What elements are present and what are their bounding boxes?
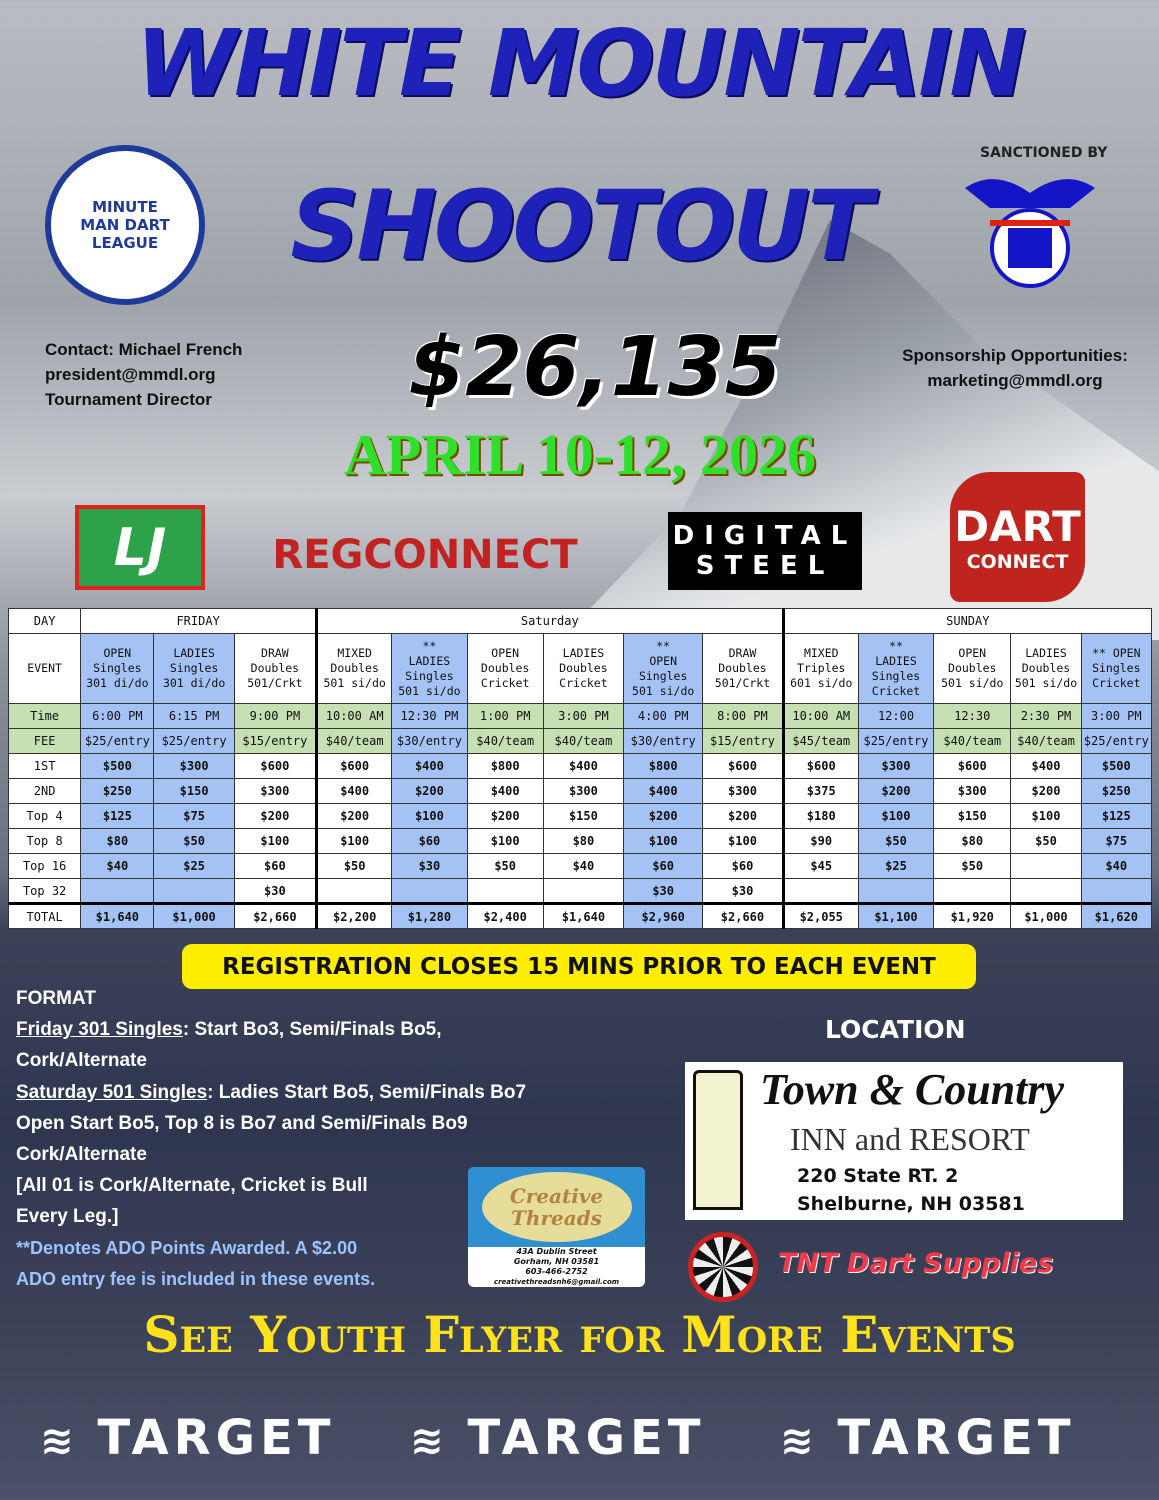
event-name-line: 501/Crkt	[247, 676, 303, 690]
prize-amount: $400	[392, 754, 467, 779]
target-logo-3: ≋ TARGET	[780, 1410, 1076, 1466]
event-name-line: DRAW	[728, 646, 757, 660]
ado-note-2: ADO entry fee is included in these events.	[16, 1268, 376, 1289]
prize-amount: $50	[154, 829, 234, 854]
prize-amount: $400	[317, 779, 392, 804]
prize-amount: $400	[1011, 754, 1081, 779]
event-time: 12:30 PM	[392, 704, 467, 729]
event-time: 4:00 PM	[624, 704, 703, 729]
prize-amount: $100	[467, 829, 543, 854]
event-name	[703, 634, 783, 704]
prize-amount: $200	[317, 804, 392, 829]
venue-address-1: 220 State RT. 2	[797, 1165, 959, 1187]
row-label-prize: 2ND	[9, 779, 81, 804]
prize-amount	[1081, 879, 1151, 904]
event-name-line: LADIES	[1025, 646, 1067, 660]
event-time: 2:30 PM	[1011, 704, 1081, 729]
event-name-line: 501 si/do	[1014, 676, 1078, 690]
event-fee: $25/entry	[154, 729, 234, 754]
event-time: 6:15 PM	[154, 704, 234, 729]
venue-address-2: Shelburne, NH 03581	[797, 1193, 1025, 1215]
prize-row	[9, 804, 1152, 829]
prize-amount: $40	[543, 854, 623, 879]
event-dates: APRIL 10-12, 2026	[343, 422, 817, 487]
event-name	[783, 634, 858, 704]
row-label-day: DAY	[9, 609, 81, 634]
target-swoosh-icon: ≋	[780, 1418, 838, 1464]
total-row	[9, 904, 1152, 929]
event-name-line: MIXED	[337, 646, 372, 660]
row-label-prize: Top 32	[9, 879, 81, 904]
prize-amount	[1011, 879, 1081, 904]
prize-amount: $300	[858, 754, 933, 779]
prize-amount: $100	[1011, 804, 1081, 829]
prize-amount: $600	[783, 754, 858, 779]
event-total: $2,400	[467, 904, 543, 929]
format-note-1: [All 01 is Cork/Alternate, Cricket is Bull	[16, 1175, 368, 1197]
prize-amount	[543, 879, 623, 904]
prize-amount: $80	[543, 829, 623, 854]
event-name	[624, 634, 703, 704]
saturday-format-text-2: Open Start Bo5, Top 8 is Bo7 and Semi/Finals Bo9	[16, 1112, 468, 1134]
prize-amount: $60	[392, 829, 467, 854]
prize-amount: $300	[543, 779, 623, 804]
registration-notice: REGISTRATION CLOSES 15 MINS PRIOR TO EACH EVENT	[182, 944, 976, 989]
event-name	[1081, 634, 1151, 704]
prize-amount	[467, 879, 543, 904]
event-name-line: Doubles	[1021, 661, 1071, 675]
event-name-line: Singles	[1092, 661, 1141, 675]
prize-amount: $800	[467, 754, 543, 779]
event-fee: $15/entry	[234, 729, 316, 754]
event-name	[858, 634, 933, 704]
event-name	[317, 634, 392, 704]
event-name-line: Doubles	[559, 661, 608, 675]
event-total: $1,920	[934, 904, 1011, 929]
event-name	[81, 634, 154, 704]
prize-amount: $30	[624, 879, 703, 904]
event-name-line: 501/Crkt	[714, 676, 771, 690]
prize-amount: $100	[703, 829, 783, 854]
prize-amount: $150	[934, 804, 1011, 829]
sponsorship-email[interactable]: marketing@mmdl.org	[927, 371, 1103, 390]
prize-amount	[392, 879, 467, 904]
creative-threads-email: creativethreadsnh6@gmail.com	[493, 1278, 620, 1286]
row-label-prize: 1ST	[9, 754, 81, 779]
event-total: $2,200	[317, 904, 392, 929]
event-name-line: Cricket	[559, 676, 608, 690]
row-label-prize: Top 4	[9, 804, 81, 829]
prize-amount: $100	[624, 829, 703, 854]
format-note-2: Every Leg.]	[16, 1206, 119, 1228]
contact-email[interactable]: president@mmdl.org	[45, 365, 216, 384]
event-name	[543, 634, 623, 704]
prize-row	[9, 754, 1152, 779]
prize-amount: $400	[543, 754, 623, 779]
event-fee: $25/entry	[81, 729, 154, 754]
prize-amount: $30	[703, 879, 783, 904]
prize-amount: $500	[1081, 754, 1151, 779]
prize-amount: $200	[392, 779, 467, 804]
row-label-fee: FEE	[9, 729, 81, 754]
digital-steel-logo: DIGITAL STEEL	[668, 512, 862, 590]
event-fee: $40/team	[317, 729, 392, 754]
prize-amount: $50	[1011, 829, 1081, 854]
row-label-time: Time	[9, 704, 81, 729]
creative-threads-ad	[468, 1167, 645, 1287]
prize-amount: $30	[392, 854, 467, 879]
prize-amount: $300	[154, 754, 234, 779]
contact-role: Tournament Director	[45, 390, 212, 409]
prize-amount: $75	[1081, 829, 1151, 854]
event-name-line: Triples	[797, 661, 846, 675]
event-name-line: **	[889, 638, 903, 653]
event-time: 1:00 PM	[467, 704, 543, 729]
venue-logo	[685, 1062, 1123, 1220]
event-name-line: Singles	[871, 668, 921, 683]
prize-amount: $150	[543, 804, 623, 829]
location-heading: LOCATION	[825, 1015, 966, 1044]
prize-amount: $400	[467, 779, 543, 804]
prize-amount	[783, 879, 858, 904]
prize-amount	[317, 879, 392, 904]
prize-amount: $800	[624, 754, 703, 779]
event-name-line: **	[422, 638, 437, 653]
event-name-line: Singles	[93, 661, 142, 675]
event-name-line: Doubles	[250, 661, 300, 675]
prize-amount: $200	[703, 804, 783, 829]
prize-amount: $40	[1081, 854, 1151, 879]
friday-format-text: : Start Bo3, Semi/Finals Bo5,	[182, 1019, 442, 1041]
event-time: 6:00 PM	[81, 704, 154, 729]
event-total: $1,100	[858, 904, 933, 929]
prize-amount: $100	[234, 829, 316, 854]
dartboard-icon	[688, 1232, 758, 1302]
event-name-line: Doubles	[948, 661, 997, 675]
event-name-line: ** OPEN	[1092, 646, 1141, 660]
event-time: 3:00 PM	[1081, 704, 1151, 729]
event-name	[234, 634, 316, 704]
prize-amount: $375	[783, 779, 858, 804]
prize-row	[9, 829, 1152, 854]
prize-amount: $250	[1081, 779, 1151, 804]
creative-threads-name-2: Threads	[511, 1206, 602, 1230]
event-name-line: Doubles	[330, 661, 379, 675]
event-name-line: LADIES	[875, 653, 917, 668]
event-fee: $40/team	[467, 729, 543, 754]
prize-amount: $150	[154, 779, 234, 804]
sponsorship-label: Sponsorship Opportunities:	[902, 346, 1128, 365]
event-fee: $40/team	[934, 729, 1011, 754]
total-purse: $26,135	[408, 320, 782, 415]
prize-amount: $50	[317, 854, 392, 879]
prize-amount: $25	[154, 854, 234, 879]
event-time: 10:00 AM	[783, 704, 858, 729]
prize-amount: $600	[703, 754, 783, 779]
lj-logo: LJ	[75, 505, 205, 590]
prize-amount: $200	[234, 804, 316, 829]
prize-amount	[858, 879, 933, 904]
event-fee: $40/team	[1011, 729, 1081, 754]
event-name	[934, 634, 1011, 704]
format-heading: FORMAT	[16, 988, 96, 1009]
prize-amount: $30	[234, 879, 316, 904]
event-name-line: Cricket	[871, 683, 921, 698]
day-header: Saturday	[317, 609, 784, 634]
event-name-line: **	[656, 638, 671, 653]
event-name-line: Doubles	[718, 661, 767, 675]
prize-amount: $180	[783, 804, 858, 829]
lamp-icon	[693, 1070, 743, 1210]
event-total: $1,640	[543, 904, 623, 929]
prize-amount: $200	[467, 804, 543, 829]
creative-threads-phone: 603-466-2752	[525, 1267, 588, 1276]
title-line-2: SHOOTOUT	[290, 170, 870, 282]
prize-row	[9, 779, 1152, 804]
prize-amount: $500	[81, 754, 154, 779]
event-name-line: 501 si/do	[632, 683, 695, 698]
event-name-line: LADIES	[408, 653, 451, 668]
prize-amount: $45	[783, 854, 858, 879]
event-total: $1,620	[1081, 904, 1151, 929]
target-logo-1: ≋ TARGET	[40, 1410, 336, 1466]
prize-amount: $125	[81, 804, 154, 829]
prize-amount: $100	[317, 829, 392, 854]
event-name-line: Singles	[638, 668, 688, 683]
prize-amount: $100	[392, 804, 467, 829]
event-name	[154, 634, 234, 704]
event-name-line: MIXED	[803, 646, 839, 660]
event-name-line: 501 si/do	[941, 676, 1004, 690]
saturday-format-text-3: Cork/Alternate	[16, 1144, 147, 1166]
friday-format-text-2: Cork/Alternate	[16, 1050, 147, 1072]
prize-amount: $60	[703, 854, 783, 879]
prize-amount: $50	[858, 829, 933, 854]
event-name	[1011, 634, 1081, 704]
event-time: 12:30	[934, 704, 1011, 729]
prize-amount: $100	[858, 804, 933, 829]
sanctioned-label: SANCTIONED BY	[980, 145, 1108, 161]
contact-name: Contact: Michael French	[45, 340, 243, 359]
prize-amount: $250	[81, 779, 154, 804]
prize-amount	[1011, 854, 1081, 879]
prize-amount: $25	[858, 854, 933, 879]
venue-name-2: INN and RESORT	[790, 1121, 1030, 1157]
event-name-line: Singles	[169, 661, 219, 675]
youth-flyer-notice: See Youth Flyer for More Events	[143, 1305, 1016, 1364]
creative-threads-address-1: 43A Dublin Street	[516, 1247, 597, 1256]
event-name-line: Cricket	[480, 676, 530, 690]
day-header: FRIDAY	[81, 609, 317, 634]
event-fee: $25/entry	[858, 729, 933, 754]
prize-amount: $600	[934, 754, 1011, 779]
event-name	[392, 634, 467, 704]
event-time: 3:00 PM	[543, 704, 623, 729]
dartconnect-logo: DART CONNECT	[950, 472, 1085, 602]
row-label-event: EVENT	[9, 634, 81, 704]
prize-amount: $300	[934, 779, 1011, 804]
event-total: $1,000	[1011, 904, 1081, 929]
time-row	[9, 704, 1152, 729]
prize-amount: $40	[81, 854, 154, 879]
prize-amount: $200	[1011, 779, 1081, 804]
event-name	[467, 634, 543, 704]
ado-note-1: **Denotes ADO Points Awarded. A $2.00	[16, 1237, 358, 1258]
creative-threads-name-1: Creative	[509, 1184, 604, 1208]
prize-table	[8, 608, 1152, 929]
prize-amount: $90	[783, 829, 858, 854]
venue-name-1: Town & Country	[760, 1065, 1065, 1114]
prize-amount: $80	[81, 829, 154, 854]
event-fee: $40/team	[543, 729, 623, 754]
prize-amount: $200	[624, 804, 703, 829]
target-swoosh-icon: ≋	[410, 1418, 468, 1464]
event-name-line: OPEN	[958, 646, 987, 660]
prize-amount: $300	[234, 779, 316, 804]
day-row	[9, 609, 1152, 634]
prize-amount: $600	[317, 754, 392, 779]
event-fee: $30/entry	[624, 729, 703, 754]
prize-row	[9, 854, 1152, 879]
prize-amount: $300	[703, 779, 783, 804]
event-name-line: Cricket	[1092, 676, 1141, 690]
event-time: 12:00	[858, 704, 933, 729]
saturday-format-label: Saturday 501 Singles	[16, 1081, 208, 1103]
ado-logo	[960, 168, 1100, 298]
prize-amount: $60	[234, 854, 316, 879]
event-name-line: DRAW	[261, 646, 289, 660]
fee-row	[9, 729, 1152, 754]
regconnect-logo: REGCONNECT	[272, 532, 578, 578]
prize-amount: $50	[934, 854, 1011, 879]
event-total: $2,960	[624, 904, 703, 929]
prize-amount: $60	[624, 854, 703, 879]
target-swoosh-icon: ≋	[40, 1418, 98, 1464]
event-name-line: 601 si/do	[790, 676, 853, 690]
event-total: $1,000	[154, 904, 234, 929]
event-name-line: 301 di/do	[162, 676, 226, 690]
prize-amount	[154, 879, 234, 904]
prize-row	[9, 879, 1152, 904]
prize-amount	[81, 879, 154, 904]
event-fee: $25/entry	[1081, 729, 1151, 754]
prize-amount: $400	[624, 779, 703, 804]
tnt-dart-supplies: TNT Dart Supplies	[778, 1248, 1054, 1279]
row-label-total: TOTAL	[9, 904, 81, 929]
event-name-line: OPEN	[103, 646, 132, 660]
title-line-1: WHITE MOUNTAIN	[135, 10, 1024, 117]
event-fee: $15/entry	[703, 729, 783, 754]
mmdl-logo: MINUTE MAN DART LEAGUE	[45, 145, 205, 305]
event-name-line: 501 si/do	[398, 683, 461, 698]
creative-threads-address-2: Gorham, NH 03581	[513, 1257, 600, 1266]
event-total: $1,640	[81, 904, 154, 929]
prize-amount: $80	[934, 829, 1011, 854]
event-time: 8:00 PM	[703, 704, 783, 729]
prize-amount: $600	[234, 754, 316, 779]
event-time: 10:00 AM	[317, 704, 392, 729]
event-total: $2,660	[234, 904, 316, 929]
friday-format-label: Friday 301 Singles	[16, 1019, 183, 1041]
event-name-line: LADIES	[173, 646, 215, 660]
event-name-line: 301 di/do	[86, 676, 149, 690]
event-name-line: Singles	[405, 668, 454, 683]
event-total: $2,660	[703, 904, 783, 929]
prize-amount: $50	[467, 854, 543, 879]
event-fee: $30/entry	[392, 729, 467, 754]
event-name-line: OPEN	[491, 646, 519, 660]
event-total: $1,280	[392, 904, 467, 929]
event-time: 9:00 PM	[234, 704, 316, 729]
prize-amount	[934, 879, 1011, 904]
row-label-prize: Top 8	[9, 829, 81, 854]
prize-amount: $75	[154, 804, 234, 829]
prize-amount: $200	[858, 779, 933, 804]
prize-amount: $125	[1081, 804, 1151, 829]
event-name-line: LADIES	[562, 646, 605, 660]
event-total: $2,055	[783, 904, 858, 929]
event-name-line: OPEN	[649, 653, 678, 668]
day-header: SUNDAY	[783, 609, 1151, 634]
target-logo-2: ≋ TARGET	[410, 1410, 706, 1466]
event-name-line: 501 si/do	[323, 676, 386, 690]
event-fee: $45/team	[783, 729, 858, 754]
event-name-line: Doubles	[480, 661, 530, 675]
event-row	[9, 634, 1152, 704]
row-label-prize: Top 16	[9, 854, 81, 879]
saturday-format-text: : Ladies Start Bo5, Semi/Finals Bo7	[207, 1081, 527, 1103]
